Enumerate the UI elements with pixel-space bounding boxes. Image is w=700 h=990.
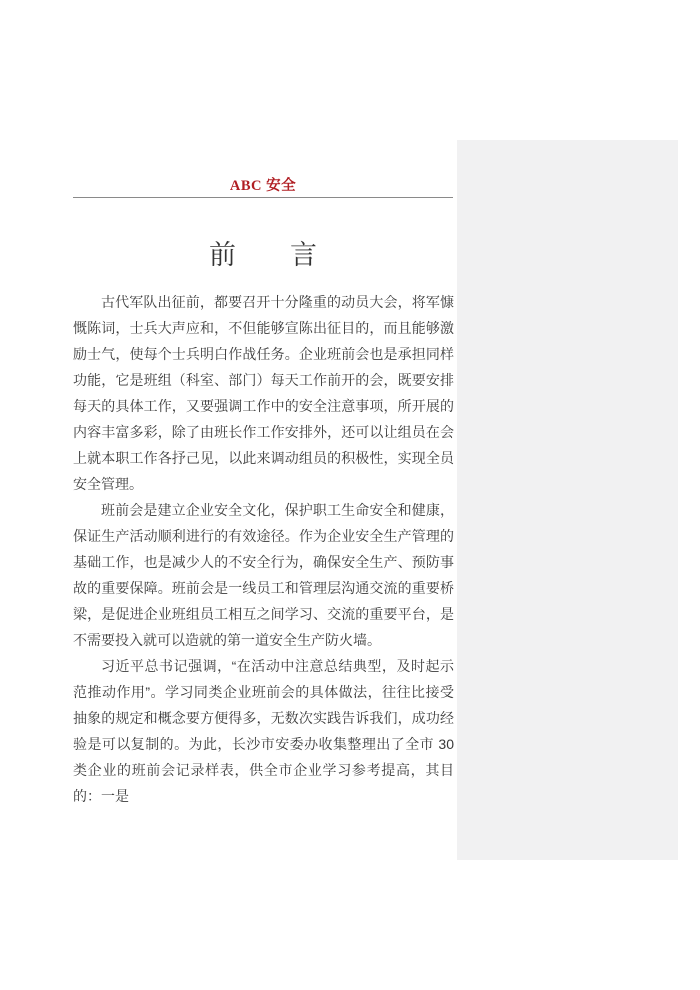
document-body bbox=[73, 289, 454, 809]
running-header: ABC 安全 bbox=[229, 178, 297, 194]
header-rule-divider bbox=[73, 197, 453, 198]
page-title: 前 言 bbox=[209, 240, 317, 270]
paragraph: 习近平总书记强调，“在活动中注意总结典型，及时起示范推动作用”。学习同类企业班前会的具体做法，往往比接受抽象的规定和概念要方便得多，无数次实践告诉我们，成功经验是可以复制的。为此，长沙市安委办收集整理出了全市 30 类企业的班前会记录样表，供全市企业学习参考提高，其目的：一是 bbox=[73, 658, 454, 804]
paragraph: 班前会是建立企业安全文化，保护职工生命安全和健康，保证生产活动顺利进行的有效途径。作为企业安全生产管理的基础工作，也是减少人的不安全行为，确保安全生产、预防事故的重要保障。班前会是一线员工和管理层沟通交流的重要桥梁，是促进企业班组员工相互之间学习、交流的重要平台，是不需要投入就可以造就的第一道安全生产防火墙。 bbox=[73, 502, 454, 648]
paragraph: 古代军队出征前，都要召开十分隆重的动员大会，将军慷慨陈词，士兵大声应和，不但能够宣陈出征目的，而且能够激励士气，使每个士兵明白作战任务。企业班前会也是承担同样功能，它是班组（科室、部门）每天工作前开的会，既要安排每天的具体工作，又要强调工作中的安全注意事项，所开展的内容丰富多彩，除了由班长作工作安排外，还可以让组员在会上就本职工作各抒己见，以此来调动组员的积极性，实现全员安全管理。 bbox=[73, 294, 454, 492]
right-margin-highlight-panel bbox=[457, 140, 678, 860]
